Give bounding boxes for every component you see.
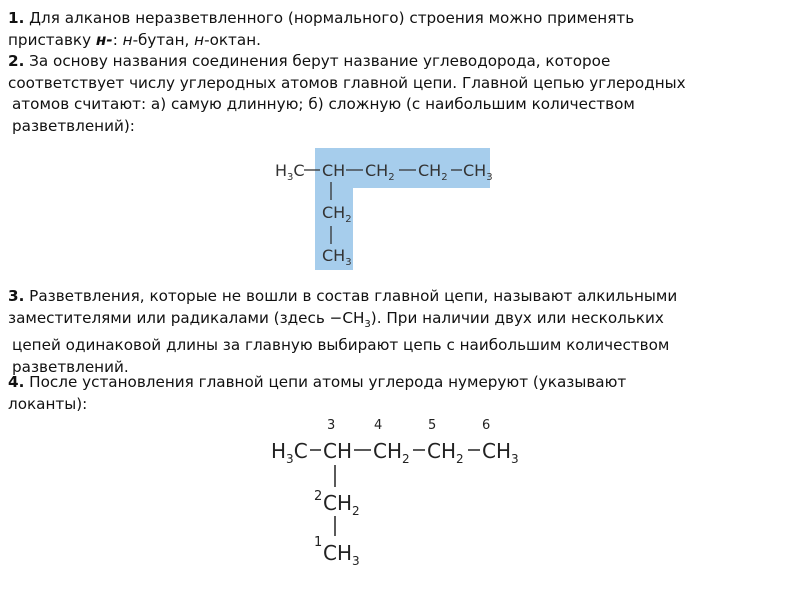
paragraph-2-line-1 bbox=[8, 51, 798, 73]
locant-5: 5 bbox=[428, 418, 437, 433]
atom-ch2-a: $CH_2$ bbox=[373, 439, 410, 466]
paragraph-4-line-1 bbox=[8, 372, 798, 394]
atom-ch3-end: $CH_3$ bbox=[463, 161, 493, 183]
paragraph-1 bbox=[8, 8, 798, 51]
atom-ch3-end: $CH_3$ bbox=[482, 439, 519, 466]
atom-ch2-branch: $CH_2$ bbox=[323, 491, 360, 518]
item-number: 3. bbox=[8, 287, 25, 305]
text: заместителями или радикалами (здесь −CH bbox=[8, 308, 365, 327]
text: приставку bbox=[8, 30, 96, 49]
atom-ch: CH bbox=[323, 439, 353, 463]
prefix-n: н- bbox=[95, 30, 113, 49]
locant-6: 6 bbox=[482, 418, 491, 433]
atom-ch2-b: $CH_2$ bbox=[418, 161, 448, 183]
structural-formula-highlighted bbox=[268, 148, 498, 273]
paragraph-4-line-2: локанты): bbox=[8, 394, 88, 413]
text: После установления главной цепи атомы углерода нумеруют (указывают bbox=[24, 373, 627, 391]
locant-3: 3 bbox=[327, 418, 336, 433]
text: ). При наличии двух или нескольких bbox=[370, 308, 664, 327]
atom-ch3-branch: $CH_3$ bbox=[323, 541, 360, 568]
paragraph-3-line-1 bbox=[8, 286, 798, 308]
paragraph-2 bbox=[8, 51, 798, 137]
locant-1: 1 bbox=[314, 535, 323, 550]
paragraph-3 bbox=[8, 286, 798, 378]
atom-ch2-b: $CH_2$ bbox=[427, 439, 464, 466]
atom-ch2-branch: $CH_2$ bbox=[322, 203, 352, 225]
locant-2: 2 bbox=[314, 489, 323, 504]
paragraph-3-line-4: разветвлений. bbox=[12, 357, 129, 376]
item-number: 4. bbox=[8, 373, 25, 391]
paragraph-2-line-3: атомов считают: а) самую длинную; б) сложную (с наибольшим количеством bbox=[12, 95, 635, 113]
atom-h3c: $H_3C$ bbox=[275, 161, 305, 183]
atom-ch2-a: $CH_2$ bbox=[365, 161, 395, 183]
paragraph-3-line-3: цепей одинаковой длины за главную выбирают цепь с наибольшим количеством bbox=[12, 336, 670, 355]
text: : bbox=[112, 30, 123, 49]
paragraph-3-line-2 bbox=[8, 308, 798, 336]
subscript: 3 bbox=[364, 318, 371, 330]
text: Для алканов неразветвленного (нормального) строения можно применять bbox=[24, 9, 635, 27]
text: -октан. bbox=[204, 30, 261, 49]
prefix-n-italic: н bbox=[122, 30, 133, 49]
paragraph-2-line-4: разветвлений): bbox=[12, 116, 135, 135]
structural-formula-numbered bbox=[268, 412, 528, 582]
paragraph-2-line-2: соответствует числу углеродных атомов главной цепи. Главной цепью углеродных bbox=[8, 73, 686, 92]
paragraph-1-line-2 bbox=[8, 30, 798, 52]
prefix-n-italic: н bbox=[194, 30, 205, 49]
atom-ch: CH bbox=[322, 161, 346, 180]
atom-ch3-branch: $CH_3$ bbox=[322, 246, 352, 268]
text: -бутан, bbox=[132, 30, 195, 49]
text: Разветвления, которые не вошли в состав главной цепи, называют алкильными bbox=[24, 287, 678, 305]
text: За основу названия соединения берут название углеводорода, которое bbox=[24, 52, 611, 70]
item-number: 2. bbox=[8, 52, 25, 70]
item-number: 1. bbox=[8, 9, 25, 27]
paragraph-4 bbox=[8, 372, 798, 415]
atom-h3c: $H_3C$ bbox=[271, 439, 308, 466]
paragraph-1-line-1 bbox=[8, 8, 798, 30]
locant-4: 4 bbox=[374, 418, 383, 433]
